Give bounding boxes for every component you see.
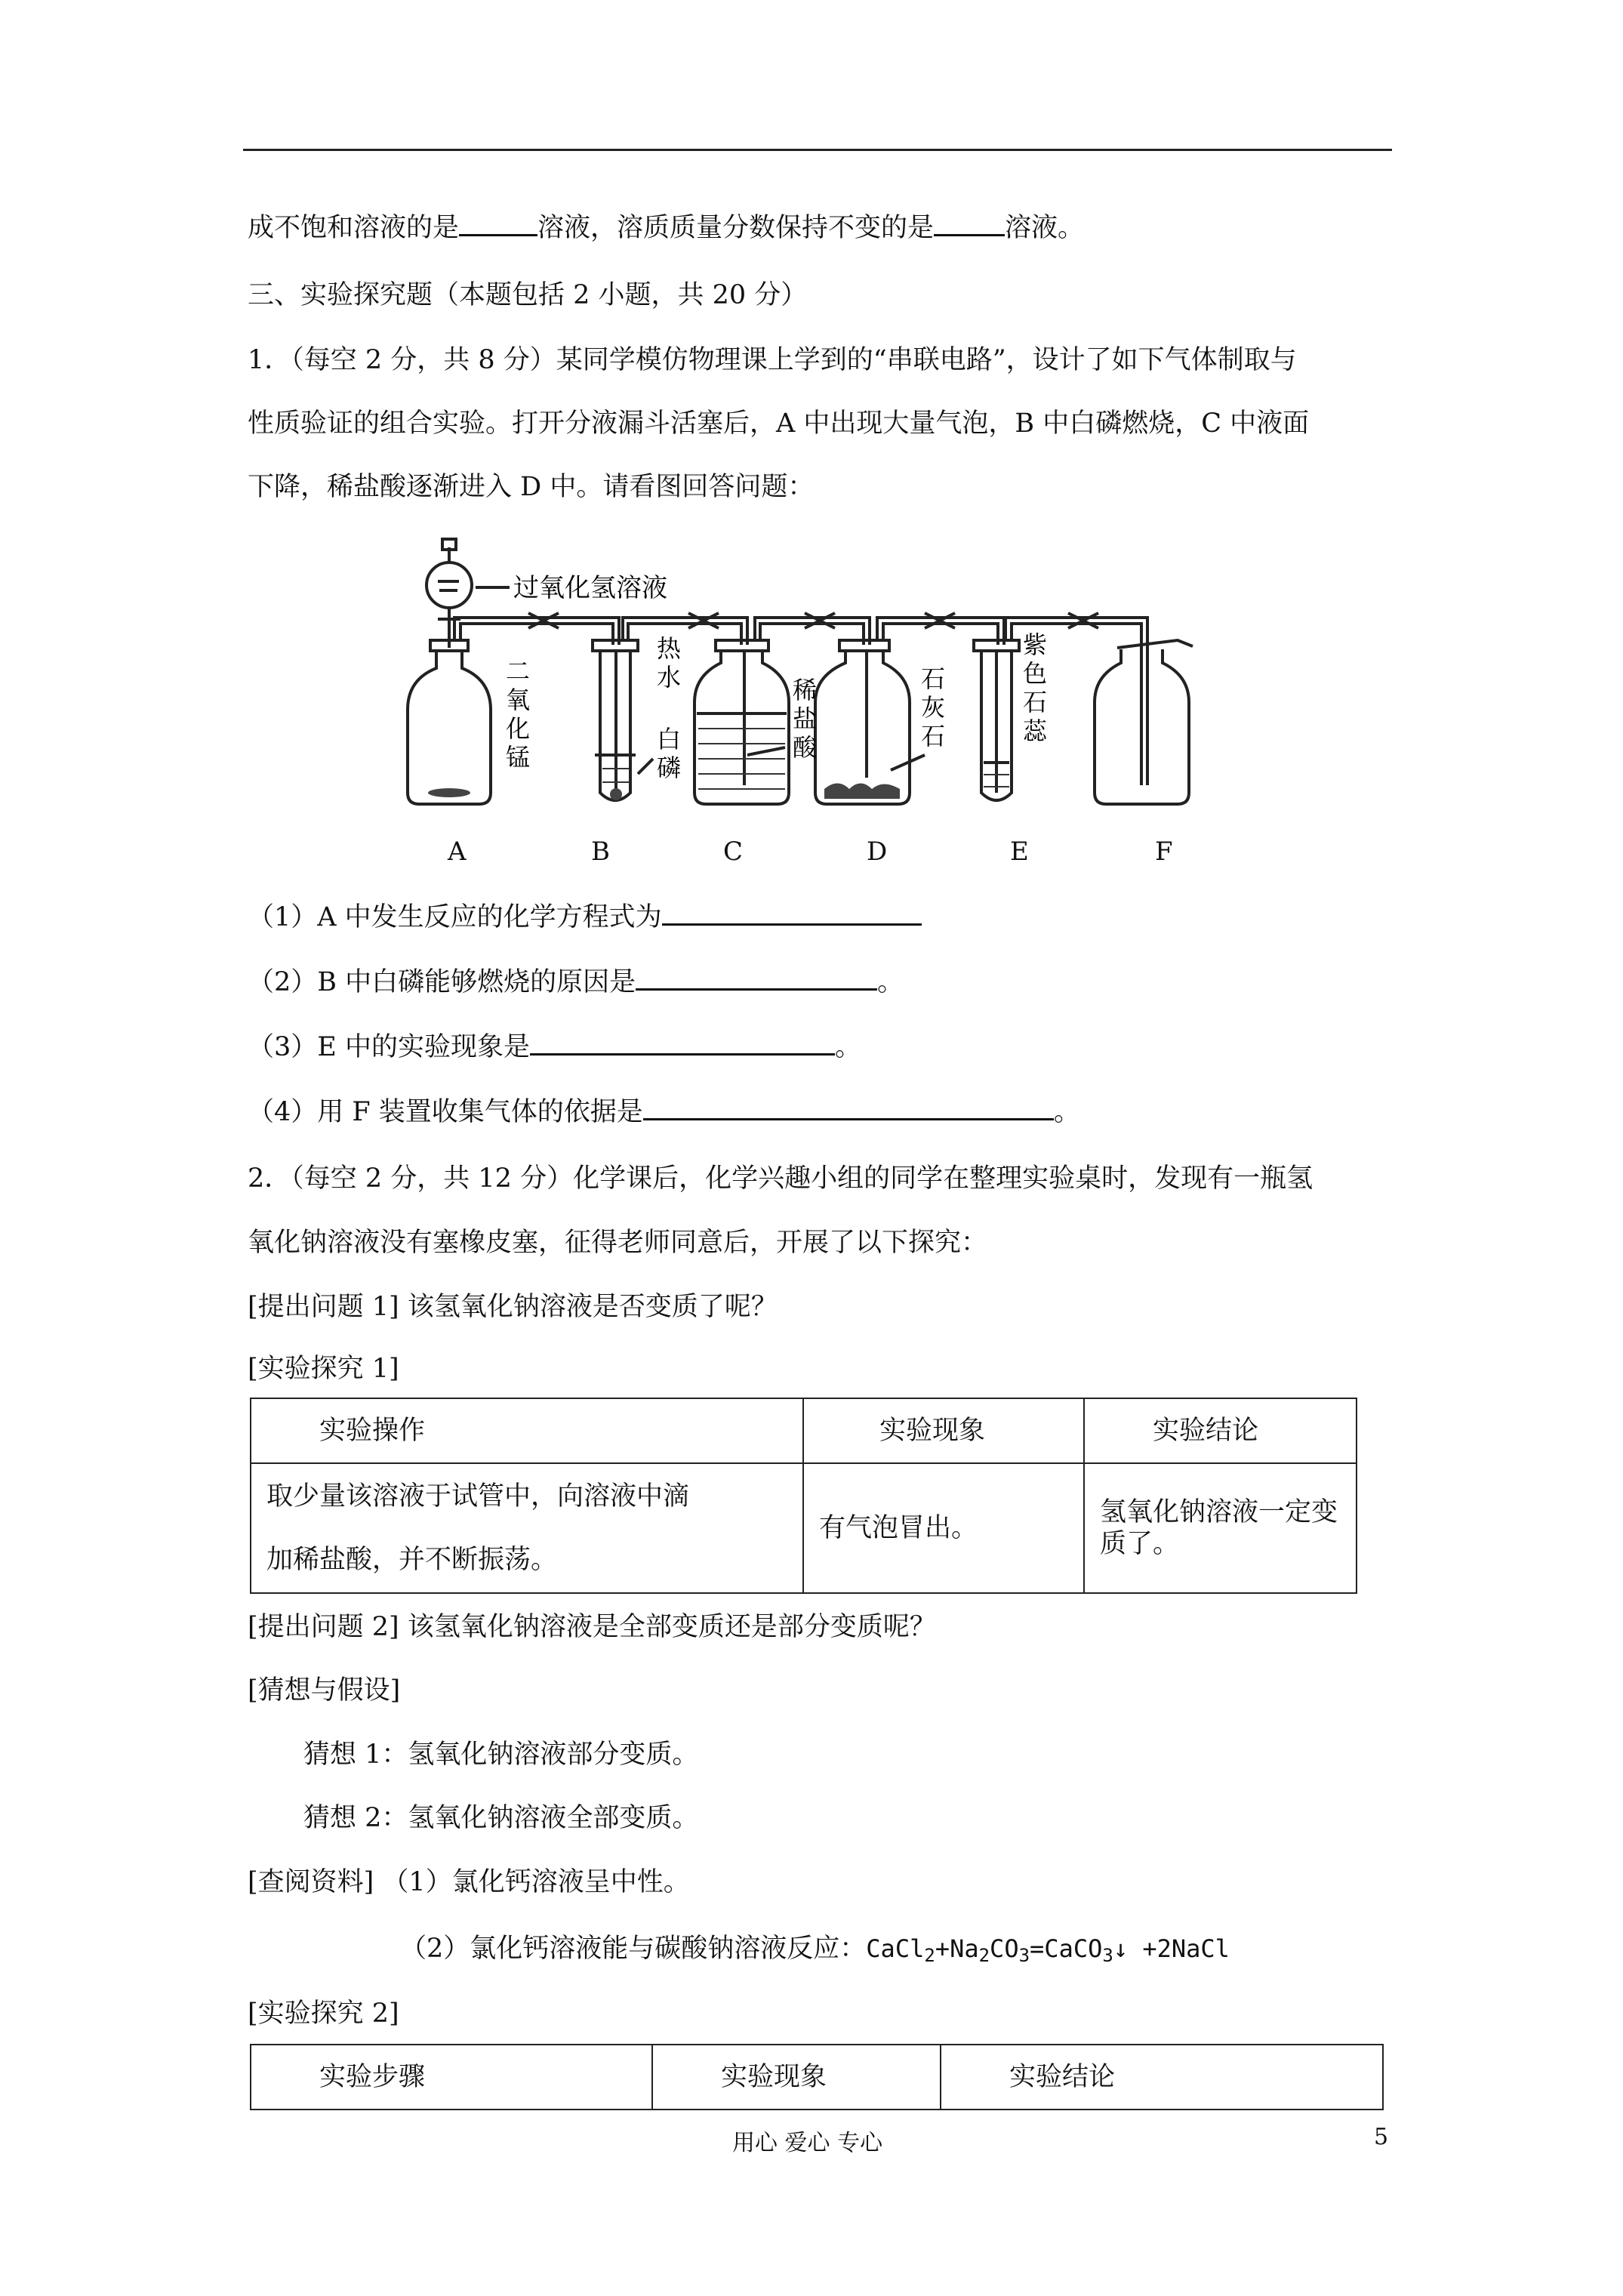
sub-question-1: （1）A 中发生反应的化学方程式为 bbox=[248, 901, 922, 933]
header-rule bbox=[243, 149, 1392, 151]
table-cell: 取少量该溶液于试管中，向溶液中滴 加稀盐酸，并不断振荡。 bbox=[251, 1463, 803, 1593]
answer-blank[interactable] bbox=[530, 1031, 835, 1056]
reference-1: [查阅资料] （1）氯化钙溶液呈中性。 bbox=[248, 1867, 690, 1897]
experiment-2-table bbox=[250, 2044, 1384, 2110]
table-header: 实验结论 bbox=[1084, 1398, 1357, 1463]
reference-2: （2）氯化钙溶液能与碳酸钠溶液反应：$CaCl_2+Na_2CO_3=CaCO_3↓$ +2NaCl bbox=[400, 1934, 1230, 1966]
table-header: 实验操作 bbox=[251, 1398, 803, 1463]
table-cell: 氢氧化钠溶液一定变质了。 bbox=[1084, 1463, 1357, 1593]
figure-label-char: 水 bbox=[657, 663, 682, 692]
chemical-equation: $CaCl_2+Na_2CO_3=CaCO_3↓$ +2NaCl bbox=[866, 1934, 1230, 1966]
answer-blank[interactable] bbox=[459, 211, 537, 236]
text-line: 成不饱和溶液的是 溶液，溶质质量分数保持不变的是 溶液。 bbox=[248, 213, 1085, 243]
experiment-1-heading: [实验探究 1] bbox=[248, 1354, 399, 1384]
hypothesis-heading: [猜想与假设] bbox=[248, 1675, 401, 1706]
apparatus-figure bbox=[393, 529, 1268, 831]
figure-label-char: 灰 bbox=[921, 693, 946, 722]
question-2-line-1: 2．（每空 2 分，共 12 分）化学课后，化学兴趣小组的同学在整理实验桌时，发现有一瓶氢 bbox=[248, 1163, 1313, 1194]
page-number: 5 bbox=[1374, 2124, 1389, 2150]
figure-label-char: 石 bbox=[921, 722, 946, 750]
bottle-label-a: A bbox=[448, 837, 467, 867]
table-header: 实验步骤 bbox=[251, 2045, 652, 2110]
footer-motto: 用心 爱心 专心 bbox=[732, 2130, 883, 2156]
table-header: 实验现象 bbox=[803, 1398, 1084, 1463]
bottle-label-b: B bbox=[591, 837, 610, 867]
figure-label-char: 紫 bbox=[1023, 630, 1048, 659]
figure-label-char: 二 bbox=[506, 657, 531, 686]
question-2-line-2: 氧化钠溶液没有塞橡皮塞，征得老师同意后，开展了以下探究： bbox=[248, 1228, 988, 1258]
bottle-label-c: C bbox=[723, 837, 744, 867]
figure-label-char: 氧 bbox=[506, 686, 531, 714]
figure-label-char: 盐 bbox=[793, 704, 818, 733]
sub-question-2: （2）B 中白磷能够燃烧的原因是 。 bbox=[248, 967, 904, 997]
figure-label-char: 化 bbox=[506, 714, 531, 743]
section-heading: 三、实验探究题（本题包括 2 小题，共 20 分） bbox=[248, 280, 808, 310]
question-1-line-2: 性质验证的组合实验。打开分液漏斗活塞后，A 中出现大量气泡，B 中白磷燃烧，C 中液面 bbox=[248, 408, 1310, 439]
bottle-label-d: D bbox=[867, 837, 888, 867]
figure-label-char: 磷 bbox=[657, 754, 682, 782]
hypothesis-2: 猜想 2：氢氧化钠溶液全部变质。 bbox=[303, 1803, 699, 1833]
figure-label-char: 石 bbox=[921, 664, 946, 693]
sub-question-4: （4）用 F 装置收集气体的依据是 。 bbox=[248, 1097, 1080, 1127]
bottle-label-f: F bbox=[1155, 837, 1173, 867]
figure-label-char: 蕊 bbox=[1023, 717, 1048, 745]
figure-label-char: 石 bbox=[1023, 688, 1048, 717]
experiment-1-table bbox=[250, 1398, 1357, 1594]
problem-1: [提出问题 1] 该氢氧化钠溶液是否变质了呢？ bbox=[248, 1292, 778, 1322]
figure-label-char: 色 bbox=[1023, 659, 1048, 688]
question-1-line-3: 下降，稀盐酸逐渐进入 D 中。请看图回答问题： bbox=[248, 472, 815, 502]
question-1-line-1: 1．（每空 2 分，共 8 分）某同学模仿物理课上学到的“串联电路”，设计了如下气体制取与 bbox=[248, 345, 1297, 375]
answer-blank[interactable] bbox=[934, 211, 1005, 236]
sub-question-3: （3）E 中的实验现象是 。 bbox=[248, 1032, 861, 1062]
reagent-label: 过氧化氢溶液 bbox=[513, 573, 667, 603]
figure-label-char: 酸 bbox=[793, 733, 818, 762]
table-header: 实验现象 bbox=[652, 2045, 941, 2110]
answer-blank[interactable] bbox=[662, 901, 922, 926]
experiment-2-heading: [实验探究 2] bbox=[248, 1999, 399, 2029]
bottle-label-e: E bbox=[1010, 837, 1029, 867]
table-cell: 有气泡冒出。 bbox=[803, 1463, 1084, 1593]
figure-label-char: 白 bbox=[657, 725, 682, 754]
figure-label-char: 稀 bbox=[793, 676, 818, 704]
figure-label-char: 锰 bbox=[506, 743, 531, 772]
answer-blank[interactable] bbox=[643, 1096, 1054, 1120]
problem-2: [提出问题 2] 该氢氧化钠溶液是全部变质还是部分变质呢？ bbox=[248, 1612, 936, 1642]
hypothesis-1: 猜想 1：氢氧化钠溶液部分变质。 bbox=[303, 1740, 699, 1770]
answer-blank[interactable] bbox=[636, 966, 877, 991]
figure-label-char: 热 bbox=[657, 634, 682, 663]
table-header: 实验结论 bbox=[941, 2045, 1383, 2110]
